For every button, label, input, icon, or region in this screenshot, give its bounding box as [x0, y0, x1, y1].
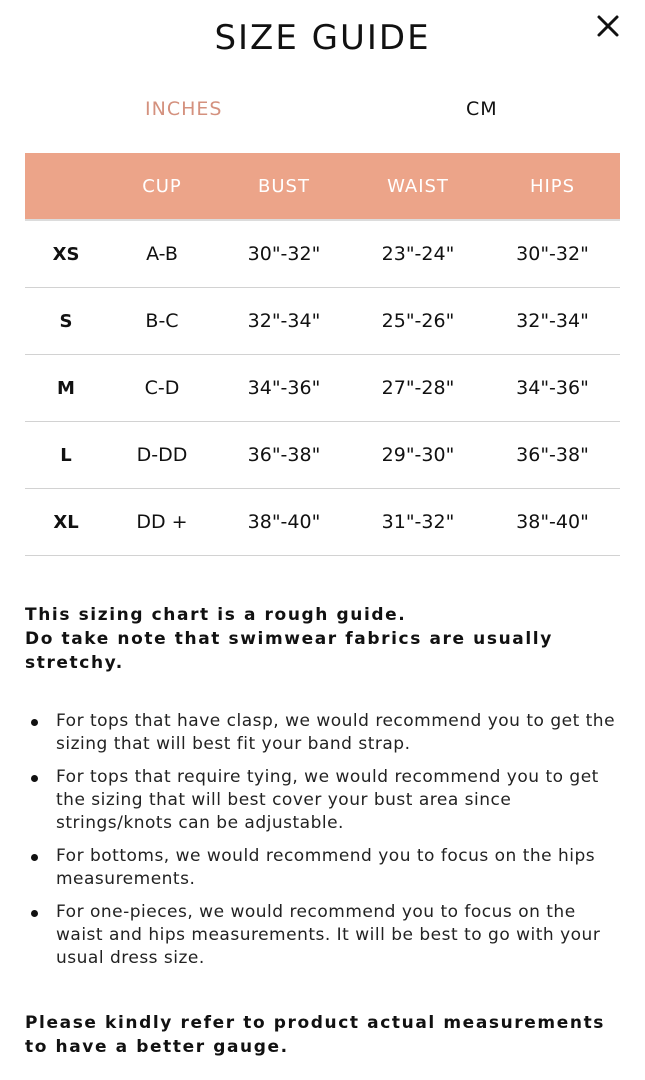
cup-cell: D-DD: [136, 444, 188, 466]
waist-cell: 27"-28": [381, 377, 455, 399]
list-item: [25, 710, 625, 756]
tip-text: For one-pieces, we would recommend you to focus on the waist and hips measurements. It will be best to go with your usual dress size.: [56, 902, 601, 968]
sizing-note: [25, 603, 625, 675]
note-line: stretchy.: [25, 653, 124, 673]
cup-cell: C-D: [144, 377, 180, 399]
hips-cell: 36"-38": [516, 444, 589, 466]
bust-cell: 38"-40": [247, 511, 321, 533]
table-row: [25, 355, 620, 422]
list-item: [25, 901, 625, 970]
page-title: SIZE GUIDE: [214, 18, 431, 58]
bust-cell: 30"-32": [247, 243, 321, 265]
waist-cell: 31"-32": [381, 511, 455, 533]
bust-cell: 32"-34": [247, 310, 321, 332]
size-cell: L: [60, 444, 72, 466]
tab-cm[interactable]: CM: [466, 98, 498, 120]
size-cell: S: [59, 310, 73, 332]
table-row: [25, 489, 620, 556]
table-row: [25, 221, 620, 288]
unit-tabs: [0, 98, 645, 128]
waist-cell: 23"-24": [381, 243, 455, 265]
list-item: [25, 845, 625, 891]
bullet-icon: [31, 854, 38, 861]
bust-cell: 34"-36": [247, 377, 321, 399]
hips-cell: 30"-32": [516, 243, 589, 265]
tab-inches[interactable]: INCHES: [145, 98, 223, 120]
waist-cell: 29"-30": [381, 444, 455, 466]
bullet-icon: [31, 775, 38, 782]
column-header-bust: BUST: [258, 175, 310, 197]
close-button[interactable]: [592, 10, 624, 42]
size-cell: M: [57, 377, 75, 399]
footer-note: [25, 1011, 625, 1059]
table-row: [25, 422, 620, 489]
column-header-hips: HIPS: [529, 175, 576, 197]
cup-cell: A-B: [146, 243, 178, 265]
bullet-icon: [31, 719, 38, 726]
column-header-waist: WAIST: [387, 175, 449, 197]
hips-cell: 38"-40": [516, 511, 589, 533]
note-line: This sizing chart is a rough guide.: [25, 605, 407, 625]
column-header-cup: CUP: [142, 175, 182, 197]
tip-text: For tops that require tying, we would recommend you to get the sizing that will best cover your bust area since strings/knots can be adjustable.: [56, 767, 599, 833]
bust-cell: 36"-38": [247, 444, 321, 466]
footer-line: Please kindly refer to product actual measurements: [25, 1013, 606, 1033]
table-header: [25, 153, 620, 221]
cup-cell: B-C: [145, 310, 179, 332]
bullet-icon: [31, 910, 38, 917]
tip-text: For bottoms, we would recommend you to focus on the hips measurements.: [56, 846, 596, 889]
hips-cell: 32"-34": [516, 310, 589, 332]
tip-text: For tops that have clasp, we would recommend you to get the sizing that will best fit your band strap.: [56, 711, 616, 754]
cup-cell: DD +: [136, 511, 188, 533]
size-cell: XS: [52, 243, 80, 265]
note-line: Do take note that swimwear fabrics are usually: [25, 629, 553, 649]
size-cell: XL: [53, 511, 79, 533]
footer-line: to have a better gauge.: [25, 1037, 289, 1057]
size-table: [25, 153, 620, 556]
tips-list: [25, 710, 625, 980]
table-row: [25, 288, 620, 355]
hips-cell: 34"-36": [516, 377, 589, 399]
list-item: [25, 766, 625, 835]
close-icon: [592, 10, 624, 42]
waist-cell: 25"-26": [381, 310, 455, 332]
